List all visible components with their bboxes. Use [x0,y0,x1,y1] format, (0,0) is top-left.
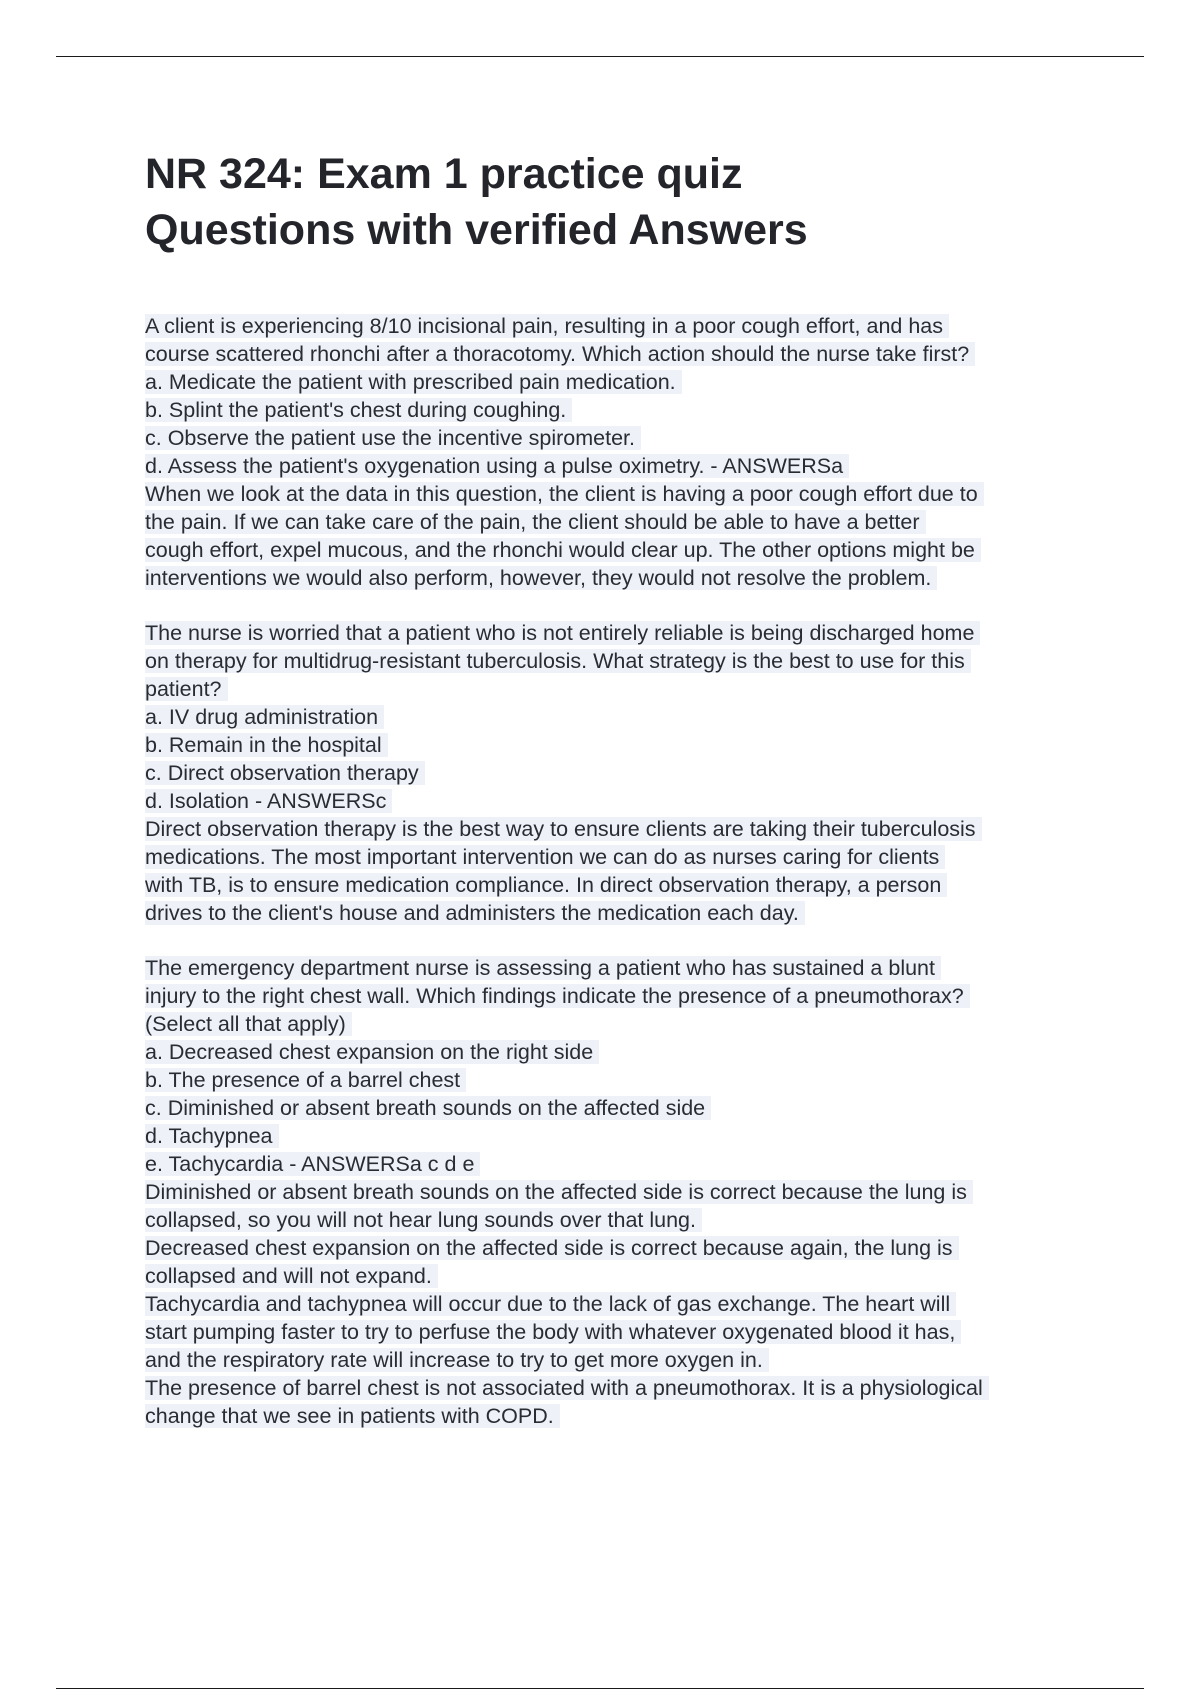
text-line [145,536,1090,564]
text-line-content: The presence of barrel chest is not associated with a pneumothorax. It is a physiological [145,1376,989,1400]
text-line [145,787,1090,815]
text-line-content: collapsed and will not expand. [145,1264,438,1288]
text-line [145,1290,1090,1318]
text-line-content: Tachycardia and tachypnea will occur due to the lack of gas exchange. The heart will [145,1292,956,1316]
text-line [145,424,1090,452]
question-list [145,312,1090,1457]
text-line [145,1346,1090,1374]
text-line-content: e. Tachycardia - ANSWERSa c d e [145,1152,480,1176]
text-line [145,1234,1090,1262]
text-line [145,619,1090,647]
text-line [145,1066,1090,1094]
text-line-content: The nurse is worried that a patient who is not entirely reliable is being discharged home [145,621,980,645]
text-line [145,1262,1090,1290]
text-line [145,1178,1090,1206]
title-line-1: NR 324: Exam 1 practice quiz [145,150,743,198]
text-line-content: a. Medicate the patient with prescribed pain medication. [145,370,682,394]
text-line [145,340,1090,368]
text-line-content: Decreased chest expansion on the affected side is correct because again, the lung is [145,1236,959,1260]
text-line [145,564,1090,592]
text-line-content: the pain. If we can take care of the pain, the client should be able to have a better [145,510,926,534]
text-line [145,1094,1090,1122]
text-line-content: a. IV drug administration [145,705,384,729]
text-line-content: c. Observe the patient use the incentive spirometer. [145,426,641,450]
text-line-content: and the respiratory rate will increase to try to get more oxygen in. [145,1348,769,1372]
text-line-content: Diminished or absent breath sounds on the affected side is correct because the lung is [145,1180,973,1204]
text-line-content: The emergency department nurse is assessing a patient who has sustained a blunt [145,956,941,980]
text-line-content: with TB, is to ensure medication compliance. In direct observation therapy, a person [145,873,947,897]
text-line-content: on therapy for multidrug-resistant tuberculosis. What strategy is the best to use for this [145,649,971,673]
text-line-content: d. Isolation - ANSWERSc [145,789,392,813]
text-line [145,675,1090,703]
text-line [145,1038,1090,1066]
text-line-content: d. Tachypnea [145,1124,279,1148]
question-block [145,954,1090,1430]
text-line [145,899,1090,927]
text-line [145,396,1090,424]
text-line [145,312,1090,340]
text-line [145,1010,1090,1038]
text-line [145,703,1090,731]
text-line-content: b. Splint the patient's chest during coughing. [145,398,572,422]
text-line-content: medications. The most important intervention we can do as nurses caring for clients [145,845,945,869]
text-line [145,452,1090,480]
bottom-rule [56,1688,1144,1689]
text-line-content: start pumping faster to try to perfuse the body with whatever oxygenated blood it has, [145,1320,961,1344]
text-line-content: c. Diminished or absent breath sounds on the affected side [145,1096,711,1120]
text-line [145,843,1090,871]
text-line [145,1206,1090,1234]
text-line-content: (Select all that apply) [145,1012,352,1036]
text-line-content: cough effort, expel mucous, and the rhonchi would clear up. The other options might be [145,538,981,562]
text-line [145,982,1090,1010]
text-line [145,815,1090,843]
text-line [145,1150,1090,1178]
top-rule [56,56,1144,57]
text-line [145,954,1090,982]
text-line [145,647,1090,675]
text-line-content: Direct observation therapy is the best way to ensure clients are taking their tuberculosis [145,817,982,841]
text-line-content: When we look at the data in this question, the client is having a poor cough effort due to [145,482,984,506]
text-line-content: d. Assess the patient's oxygenation using a pulse oximetry. - ANSWERSa [145,454,849,478]
text-line [145,480,1090,508]
text-line [145,368,1090,396]
text-line [145,1374,1090,1402]
text-line-content: b. Remain in the hospital [145,733,388,757]
text-line [145,1318,1090,1346]
text-line-content: collapsed, so you will not hear lung sounds over that lung. [145,1208,702,1232]
title-line-2: Questions with verified Answers [145,206,808,254]
text-line [145,731,1090,759]
text-line-content: change that we see in patients with COPD. [145,1404,560,1428]
text-line [145,1402,1090,1430]
text-line [145,1122,1090,1150]
page-title [145,146,1105,258]
question-block [145,312,1090,592]
text-line-content: a. Decreased chest expansion on the right side [145,1040,599,1064]
question-block [145,619,1090,927]
text-line-content: injury to the right chest wall. Which findings indicate the presence of a pneumothorax? [145,984,970,1008]
text-line-content: b. The presence of a barrel chest [145,1068,466,1092]
text-line [145,871,1090,899]
text-line-content: interventions we would also perform, however, they would not resolve the problem. [145,566,937,590]
text-line [145,759,1090,787]
text-line-content: c. Direct observation therapy [145,761,425,785]
text-line-content: drives to the client's house and administers the medication each day. [145,901,805,925]
text-line-content: course scattered rhonchi after a thoracotomy. Which action should the nurse take first? [145,342,975,366]
text-line-content: patient? [145,677,228,701]
text-line-content: A client is experiencing 8/10 incisional pain, resulting in a poor cough effort, and has [145,314,949,338]
text-line [145,508,1090,536]
